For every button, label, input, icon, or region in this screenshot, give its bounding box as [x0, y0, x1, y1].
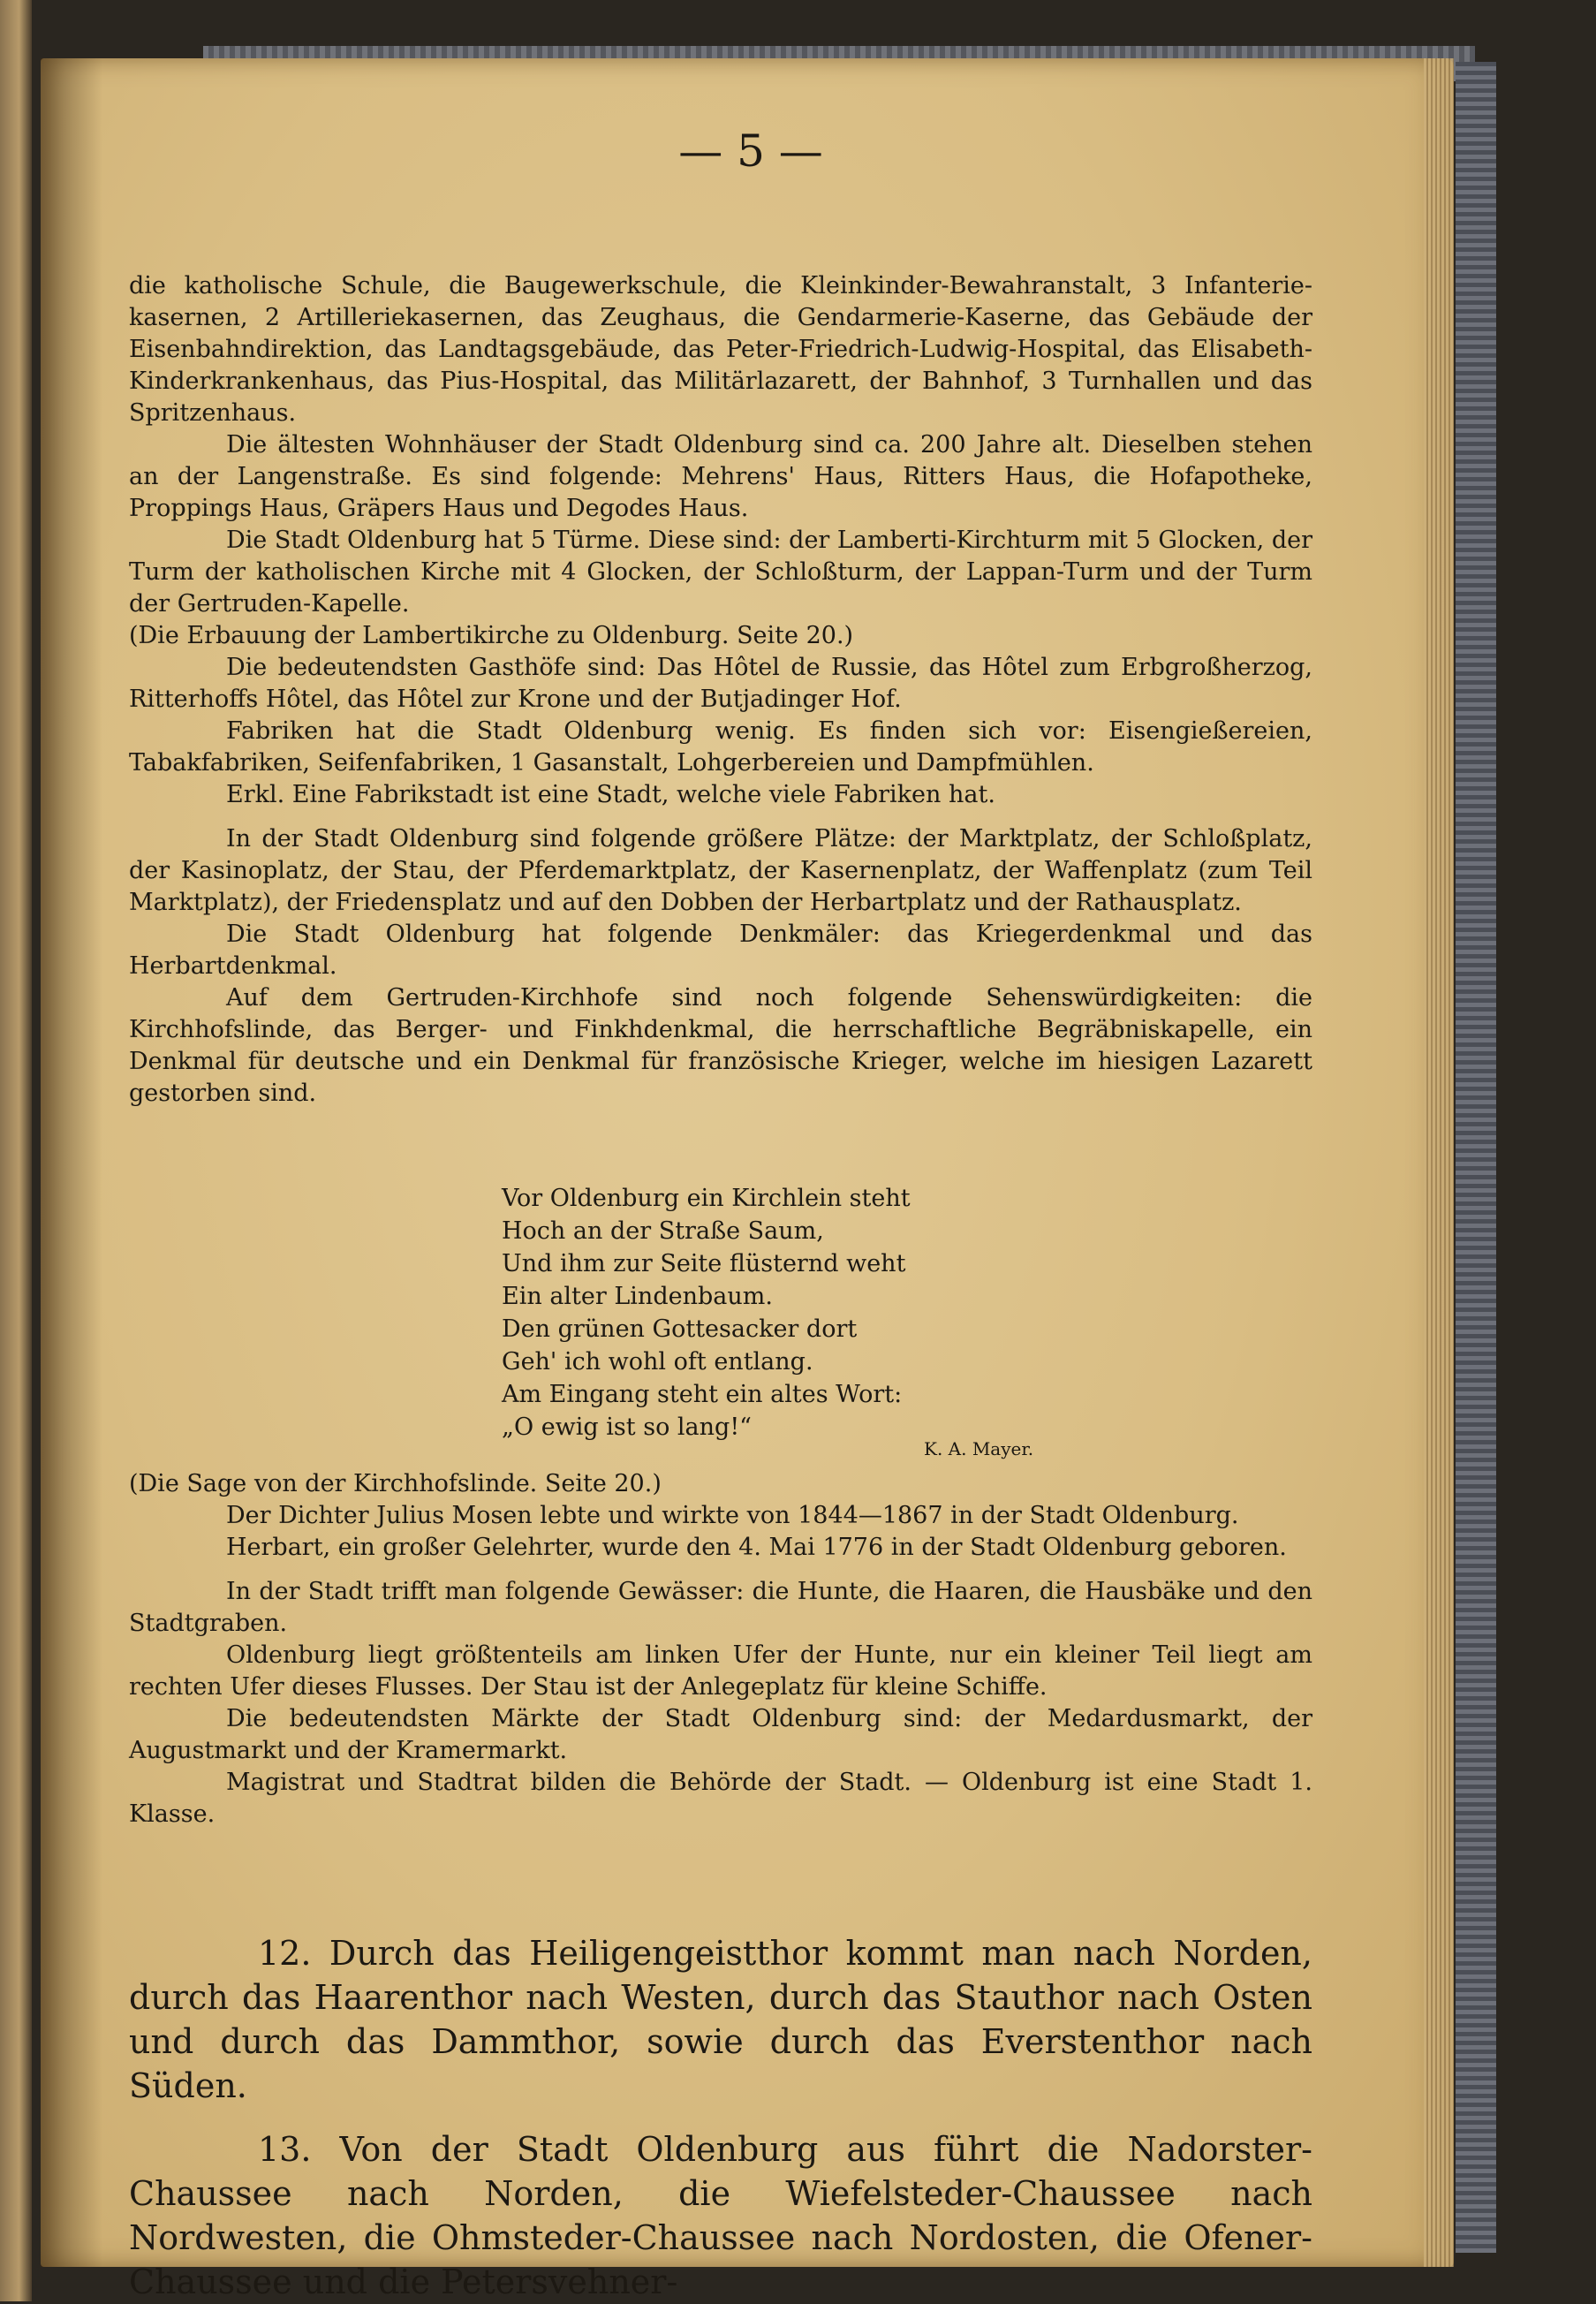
paragraph: (Die Erbauung der Lambertikirche zu Oldenburg. Seite 20.) — [129, 622, 854, 649]
paragraph: Oldenburg liegt größtenteils am linken Ufer der Hunte, nur ein kleiner Teil liegt am rechten Ufer dieses Flusses. Der Stau ist der Anlegeplatz für kleine Schiffe. — [129, 1641, 1312, 1701]
poem-line: Den grünen Gottesacker dort — [502, 1315, 858, 1343]
paragraph: Auf dem Gertruden-Kirchhofe sind noch folgende Sehenswürdigkeiten: die Kirchhofslinde, das Berger- und Finkhdenkmal, die herrschaftliche Begräbniskapelle, ein Denkmal für deutsche und ein Denkmal für französische Krieger, welche im hiesigen Lazarett gestorben sind. — [129, 984, 1312, 1107]
paragraph: Die bedeutendsten Märkte der Stadt Oldenburg sind: der Medardusmarkt, der Augustmarkt und der Kramermarkt. — [129, 1705, 1312, 1764]
poem-line: Ein alter Lindenbaum. — [502, 1283, 773, 1310]
text-block-c — [129, 1931, 1312, 2304]
page-number: — 5 — — [678, 125, 823, 177]
text-block-a — [129, 270, 1312, 1110]
book-cover-right — [1456, 62, 1496, 2253]
paragraph: Magistrat und Stadtrat bilden die Behörde der Stadt. — Oldenburg ist eine Stadt 1. Klasse. — [129, 1769, 1312, 1828]
paragraph: Die Stadt Oldenburg hat 5 Türme. Diese sind: der Lamberti-Kirchturm mit 5 Glocken, der Turm der katholischen Kirche mit 4 Glocken, der Schloßturm, der Lappan-Turm und der Turm der Gertruden-Kapelle. — [129, 527, 1312, 618]
numbered-paragraph-13: 13. Von der Stadt Oldenburg aus führt die Nadorster-Chaussee nach Norden, die Wiefelsteder-Chaussee nach Nordwesten, die Ohmsteder-Chaussee nach Nordosten, die Ofener-Chaussee und die Petersvehner- — [129, 2130, 1312, 2301]
poem — [502, 1182, 1120, 1444]
paragraph: Fabriken hat die Stadt Oldenburg wenig. Es finden sich vor: Eisengießereien, Tabakfabriken, Seifenfabriken, 1 Gasanstalt, Lohgerbereien und Dampfmühlen. — [129, 717, 1312, 777]
poem-line: Vor Oldenburg ein Kirchlein steht — [502, 1185, 911, 1212]
page-edges — [1424, 58, 1454, 2267]
poem-line: Am Eingang steht ein altes Wort: — [502, 1381, 903, 1408]
paragraph: (Die Sage von der Kirchhofslinde. Seite 20.) — [129, 1470, 662, 1497]
paragraph: Erkl. Eine Fabrikstadt ist eine Stadt, welche viele Fabriken hat. — [226, 781, 995, 808]
paragraph: die katholische Schule, die Baugewerkschule, die Kleinkinder-Bewahranstalt, 3 Infanterie-kasernen, 2 Artilleriekasernen, das Zeughaus, die Gendarmerie-Kaserne, das Gebäude der Eisenbahndirektion, das Landtagsgebäude, das Peter-Friedrich-Ludwig-Hospital, das Elisabeth-Kinderkrankenhaus, das Pius-Hospital, das Militärlazarett, der Bahnhof, 3 Turnhallen und das Spritzenhaus. — [129, 272, 1312, 427]
paragraph: In der Stadt trifft man folgende Gewässer: die Hunte, die Haaren, die Hausbäke und den Stadtgraben. — [129, 1578, 1312, 1637]
text-block-b — [129, 1468, 1312, 1830]
poem-line: Geh' ich wohl oft entlang. — [502, 1348, 813, 1376]
poem-line: „O ewig ist so lang!“ — [502, 1413, 752, 1441]
paragraph: Die Stadt Oldenburg hat folgende Denkmäler: das Kriegerdenkmal und das Herbartdenkmal. — [129, 921, 1312, 980]
poem-author: K. A. Mayer. — [924, 1438, 1034, 1459]
adjacent-page-edge — [0, 0, 32, 2301]
numbered-paragraph-12: 12. Durch das Heiligengeistthor kommt man nach Norden, durch das Haarenthor nach Westen, durch das Stauthor nach Osten und durch das Dammthor, sowie durch das Everstenthor nach Süden. — [129, 1934, 1312, 2105]
paragraph: Die ältesten Wohnhäuser der Stadt Oldenburg sind ca. 200 Jahre alt. Dieselben stehen an der Langenstraße. Es sind folgende: Mehrens' Haus, Ritters Haus, die Hofapotheke, Proppings Haus, Gräpers Haus und Degodes Haus. — [129, 431, 1312, 522]
paragraph: In der Stadt Oldenburg sind folgende größere Plätze: der Marktplatz, der Schloßplatz, der Kasinoplatz, der Stau, der Pferdemarktplatz, der Kasernenplatz, der Waffenplatz (zum Teil Marktplatz), der Friedensplatz und auf den Dobben der Herbartplatz und der Rathausplatz. — [129, 825, 1312, 916]
poem-line: Hoch an der Straße Saum, — [502, 1217, 824, 1245]
spine-shadow — [41, 58, 102, 2267]
paragraph: Der Dichter Julius Mosen lebte und wirkte von 1844—1867 in der Stadt Oldenburg. — [226, 1502, 1239, 1529]
paragraph: Herbart, ein großer Gelehrter, wurde den 4. Mai 1776 in der Stadt Oldenburg geboren. — [226, 1534, 1287, 1561]
poem-line: Und ihm zur Seite flüsternd weht — [502, 1250, 906, 1277]
paragraph: Die bedeutendsten Gasthöfe sind: Das Hôtel de Russie, das Hôtel zum Erbgroßherzog, Ritterhoffs Hôtel, das Hôtel zur Krone und der Butjadinger Hof. — [129, 654, 1312, 713]
